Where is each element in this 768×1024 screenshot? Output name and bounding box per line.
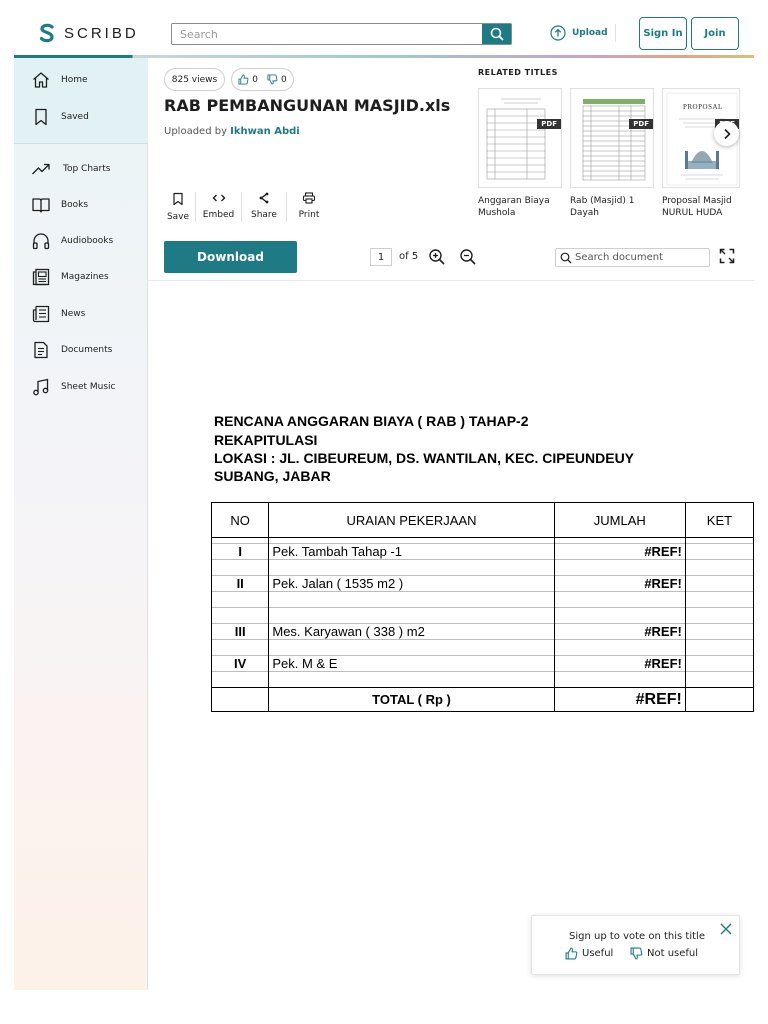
column-header: JUMLAH (554, 503, 685, 538)
sidebar-item-label: News (61, 309, 86, 319)
pdf-badge: PDF (629, 119, 653, 129)
sidebar-item-sheet-music[interactable] (14, 372, 148, 402)
book-icon (31, 195, 51, 215)
row-note (685, 624, 753, 640)
row-note (685, 576, 753, 592)
upload-icon (550, 25, 566, 41)
table-blank-row (212, 608, 754, 624)
sidebar-item-label: Saved (61, 112, 89, 122)
table-spacer-row (212, 538, 754, 544)
views-count (164, 68, 225, 91)
total-spacer (212, 688, 269, 712)
sidebar-item-audiobooks[interactable] (14, 226, 148, 256)
printer-icon (302, 192, 316, 204)
pdf-badge: PDF (537, 119, 561, 129)
sidebar-item-label: Magazines (61, 272, 109, 282)
page-number-input[interactable]: 1 (370, 248, 392, 266)
column-header: URAIAN PEKERJAAN (269, 503, 554, 538)
related-title-line: Anggaran Biaya (478, 196, 550, 206)
thumbnail-heading: PROPOSAL (683, 103, 723, 111)
column-header: NO (212, 503, 269, 538)
row-description: Pek. Tambah Tahap -1 (269, 544, 554, 560)
row-number: I (212, 544, 269, 560)
code-icon (212, 192, 226, 204)
rating-pill (231, 68, 294, 91)
related-card-2-title[interactable] (570, 195, 656, 219)
scribd-logo[interactable] (38, 23, 139, 43)
print-button[interactable] (296, 192, 322, 220)
search-button[interactable] (482, 24, 511, 44)
thumbs-down-icon (630, 947, 643, 960)
sheet-heading-line-4: SUBANG, JABAR (214, 468, 331, 484)
save-label: Save (166, 212, 190, 222)
share-label: Share (251, 210, 277, 220)
sidebar-item-label: Audiobooks (61, 236, 114, 246)
row-amount: #REF! (554, 544, 685, 560)
table-blank-row (212, 640, 754, 656)
search-input[interactable] (172, 24, 482, 44)
row-description: Pek. M & E (269, 656, 554, 672)
embed-button[interactable] (201, 192, 236, 220)
related-next-button[interactable] (714, 121, 739, 146)
related-titles-heading: RELATED TITLES (478, 68, 558, 77)
row-amount: #REF! (554, 624, 685, 640)
dislike-count: 0 (281, 74, 287, 85)
table-total-row (212, 688, 754, 712)
row-number: IV (212, 656, 269, 672)
related-card-3-title[interactable] (662, 195, 748, 219)
music-note-icon (31, 377, 51, 397)
thumbs-up-icon (238, 74, 249, 85)
join-button[interactable]: Join (691, 17, 739, 50)
table-header-row (212, 503, 754, 538)
like-button[interactable] (238, 74, 258, 85)
not-useful-button[interactable] (630, 947, 698, 960)
related-title-line: NURUL HUDA (662, 208, 723, 218)
table-row (212, 576, 754, 592)
sidebar-item-label: Documents (61, 345, 113, 355)
row-description: Pek. Jalan ( 1535 m2 ) (269, 576, 554, 592)
related-title-line: Mushola (478, 208, 516, 218)
magazine-icon (31, 267, 51, 287)
useful-label: Useful (582, 948, 614, 959)
zoom-out-icon[interactable] (459, 248, 477, 266)
sidebar-item-news[interactable] (14, 299, 148, 329)
row-number: II (212, 576, 269, 592)
sheet-heading-line-1: RENCANA ANGGARAN BIAYA ( RAB ) TAHAP-2 (214, 413, 529, 429)
sidebar-item-label: Books (61, 200, 89, 210)
table-blank-row (212, 672, 754, 688)
print-label: Print (298, 210, 320, 220)
total-note (685, 688, 753, 712)
document-search-input[interactable] (575, 252, 705, 263)
document-title: RAB PEMBANGUNAN MASJID.xls (164, 96, 451, 115)
action-divider (241, 192, 242, 222)
header-divider (615, 24, 616, 42)
table-row (212, 656, 754, 672)
related-title-line: Rab (Masjid) 1 (570, 196, 635, 206)
table-blank-row (212, 592, 754, 608)
document-icon (31, 340, 51, 360)
related-card-1[interactable] (478, 88, 562, 188)
bookmark-icon (31, 107, 51, 127)
row-note (685, 544, 753, 560)
share-icon (257, 192, 271, 204)
total-label: TOTAL ( Rp ) (269, 688, 554, 712)
author-link[interactable]: Ikhwan Abdi (230, 126, 300, 137)
related-card-1-title[interactable] (478, 195, 564, 219)
sidebar-item-magazines[interactable] (14, 262, 148, 292)
column-header: KET (685, 503, 753, 538)
trending-icon (31, 159, 51, 179)
views-label: 825 views (171, 74, 218, 85)
vote-prompt-toast (531, 915, 740, 975)
sidebar-item-saved[interactable] (14, 102, 148, 132)
like-count: 0 (252, 74, 258, 85)
row-note (685, 656, 753, 672)
sidebar-item-documents[interactable] (14, 335, 148, 365)
bookmark-icon (172, 192, 184, 206)
fullscreen-icon[interactable] (719, 248, 735, 264)
document-search (555, 248, 710, 267)
thumbs-down-icon (267, 74, 278, 85)
sheet-heading-line-2: REKAPITULASI (214, 432, 318, 448)
close-icon[interactable] (719, 922, 733, 936)
uploaded-by (164, 126, 300, 137)
row-number: III (212, 624, 269, 640)
sidebar (14, 58, 148, 990)
action-divider (195, 192, 196, 222)
page-count: of 5 (399, 251, 419, 262)
table-row (212, 624, 754, 640)
upload-label: Upload (572, 28, 608, 38)
download-button[interactable]: Download (164, 241, 297, 273)
scribd-s-icon (38, 23, 56, 43)
row-amount: #REF! (554, 576, 685, 592)
sheet-heading-line-3: LOKASI : JL. CIBEUREUM, DS. WANTILAN, KEC. CIPEUNDEUY (214, 450, 635, 466)
logo-text: SCRIBD (64, 24, 139, 42)
share-button[interactable] (249, 192, 279, 220)
rekapitulasi-table (211, 502, 754, 712)
search-icon (560, 252, 572, 264)
sidebar-item-label: Home (61, 75, 88, 85)
related-card-2[interactable] (570, 88, 654, 188)
sidebar-item-label: Top Charts (63, 164, 111, 174)
thumbs-up-icon (565, 947, 578, 960)
table-blank-row (212, 560, 754, 576)
site-search (171, 23, 512, 45)
table-row (212, 544, 754, 560)
not-useful-label: Not useful (647, 948, 699, 959)
top-header (0, 0, 768, 56)
news-icon (31, 304, 51, 324)
uploaded-by-prefix: Uploaded by (164, 126, 227, 137)
search-icon (490, 27, 504, 41)
document-thumbnail (571, 89, 654, 188)
vote-prompt-message: Sign up to vote on this title (569, 931, 705, 942)
related-title-line: Dayah (570, 208, 599, 218)
chevron-right-icon (722, 128, 732, 140)
related-title-line: Proposal Masjid (662, 196, 732, 206)
row-description: Mes. Karyawan ( 338 ) m2 (269, 624, 554, 640)
row-amount: #REF! (554, 656, 685, 672)
toolbar-divider (148, 280, 754, 281)
home-icon (31, 70, 51, 90)
total-amount: #REF! (554, 688, 685, 712)
headphones-icon (31, 231, 51, 251)
save-button[interactable] (166, 192, 190, 222)
document-thumbnail (479, 89, 562, 188)
dislike-button[interactable] (267, 74, 287, 85)
sign-in-button[interactable]: Sign In (639, 17, 687, 50)
sidebar-item-books[interactable] (14, 190, 148, 220)
action-divider (286, 192, 287, 222)
zoom-in-icon[interactable] (428, 248, 446, 266)
useful-button[interactable] (565, 947, 613, 960)
sidebar-item-home[interactable] (14, 65, 148, 95)
embed-label: Embed (202, 210, 235, 220)
sidebar-item-top-charts[interactable] (14, 154, 148, 184)
upload-button[interactable] (550, 25, 608, 41)
sidebar-item-label: Sheet Music (61, 382, 116, 392)
